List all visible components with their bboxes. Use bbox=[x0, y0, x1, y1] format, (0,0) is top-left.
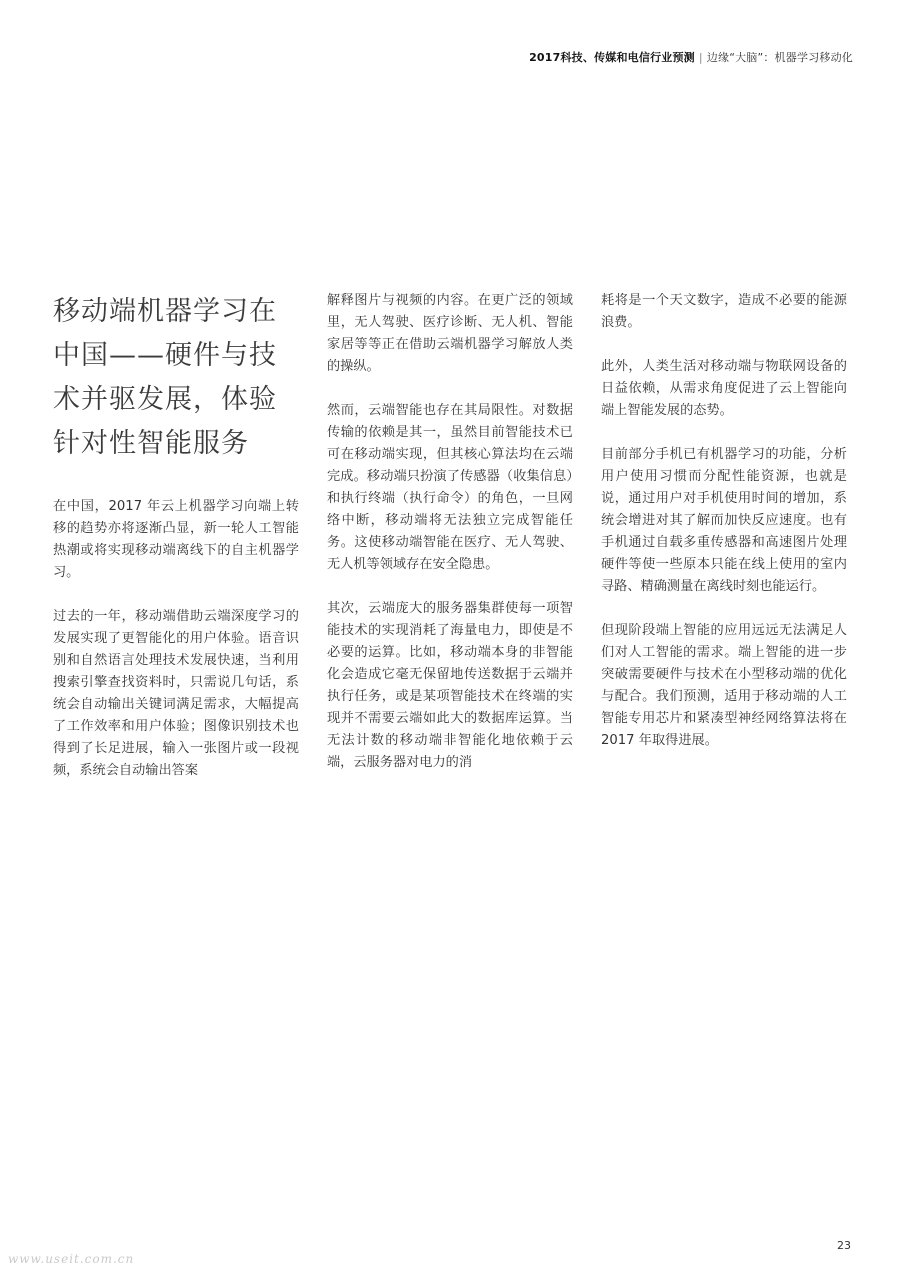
article-column-2 bbox=[327, 290, 573, 796]
paragraph: 过去的一年，移动端借助云端深度学习的发展实现了更智能化的用户体验。语音识别和自然语言处理技术发展快速，当利用搜索引擎查找资料时，只需说几句话，系统会自动输出关键词满足需求，大幅提高了工作效率和用户体验；图像识别技术也得到了长足进展，输入一张图片或一段视频，系统会自动输出答案 bbox=[53, 609, 299, 778]
paragraph: 耗将是一个天文数字，造成不必要的能源浪费。 bbox=[601, 293, 847, 330]
report-title: 2017科技、传媒和电信行业预测 bbox=[529, 51, 695, 64]
article-column-3 bbox=[601, 290, 847, 774]
paragraph: 其次，云端庞大的服务器集群使每一项智能技术的实现消耗了海量电力，即使是不必要的运算。比如，移动端本身的非智能化会造成它毫无保留地传送数据于云端并执行任务，或是某项智能技术在终端的实现并不需要云端如此大的数据库运算。当无法计数的移动端非智能化地依赖于云端，云服务器对电力的消 bbox=[327, 601, 573, 770]
paragraph: 但现阶段端上智能的应用远远无法满足人们对人工智能的需求。端上智能的进一步突破需要硬件与技术在小型移动端的优化与配合。我们预测，适用于移动端的人工智能专用芯片和紧凑型神经网络算法将在 2017 年取得进展。 bbox=[601, 623, 847, 748]
paragraph: 然而，云端智能也存在其局限性。对数据传输的依赖是其一，虽然目前智能技术已可在移动端实现，但其核心算法均在云端完成。移动端只扮演了传感器（收集信息）和执行终端（执行命令）的角色，一旦网络中断，移动端将无法独立完成智能任务。这使移动端智能在医疗、无人驾驶、无人机等领域存在安全隐患。 bbox=[327, 403, 573, 572]
running-header bbox=[529, 49, 853, 65]
page-number: 23 bbox=[837, 1239, 851, 1252]
article-column-1 bbox=[53, 290, 299, 804]
paragraph: 目前部分手机已有机器学习的功能，分析用户使用习惯而分配性能资源，也就是说，通过用户对手机使用时间的增加，系统会增进对其了解而加快反应速度。也有手机通过自载多重传感器和高速图片处理硬件等使一些原本只能在线上使用的室内寻路、精确测量在离线时刻也能运行。 bbox=[601, 447, 847, 594]
article-heading: 移动端机器学习在中国——硬件与技术并驱发展，体验针对性智能服务 bbox=[53, 296, 277, 459]
paragraph: 解释图片与视频的内容。在更广泛的领域里，无人驾驶、医疗诊断、无人机、智能家居等等正在借助云端机器学习解放人类的操纵。 bbox=[327, 293, 573, 374]
paragraph: 此外，人类生活对移动端与物联网设备的日益依赖，从需求角度促进了云上智能向端上智能发展的态势。 bbox=[601, 359, 847, 418]
watermark: www.useit.com.cn bbox=[8, 1252, 135, 1266]
paragraph: 在中国，2017 年云上机器学习向端上转移的趋势亦将逐渐凸显，新一轮人工智能热潮或将实现移动端离线下的自主机器学习。 bbox=[53, 499, 299, 580]
header-separator: | bbox=[698, 51, 703, 64]
section-title: 边缘“大脑”：机器学习移动化 bbox=[706, 51, 853, 64]
